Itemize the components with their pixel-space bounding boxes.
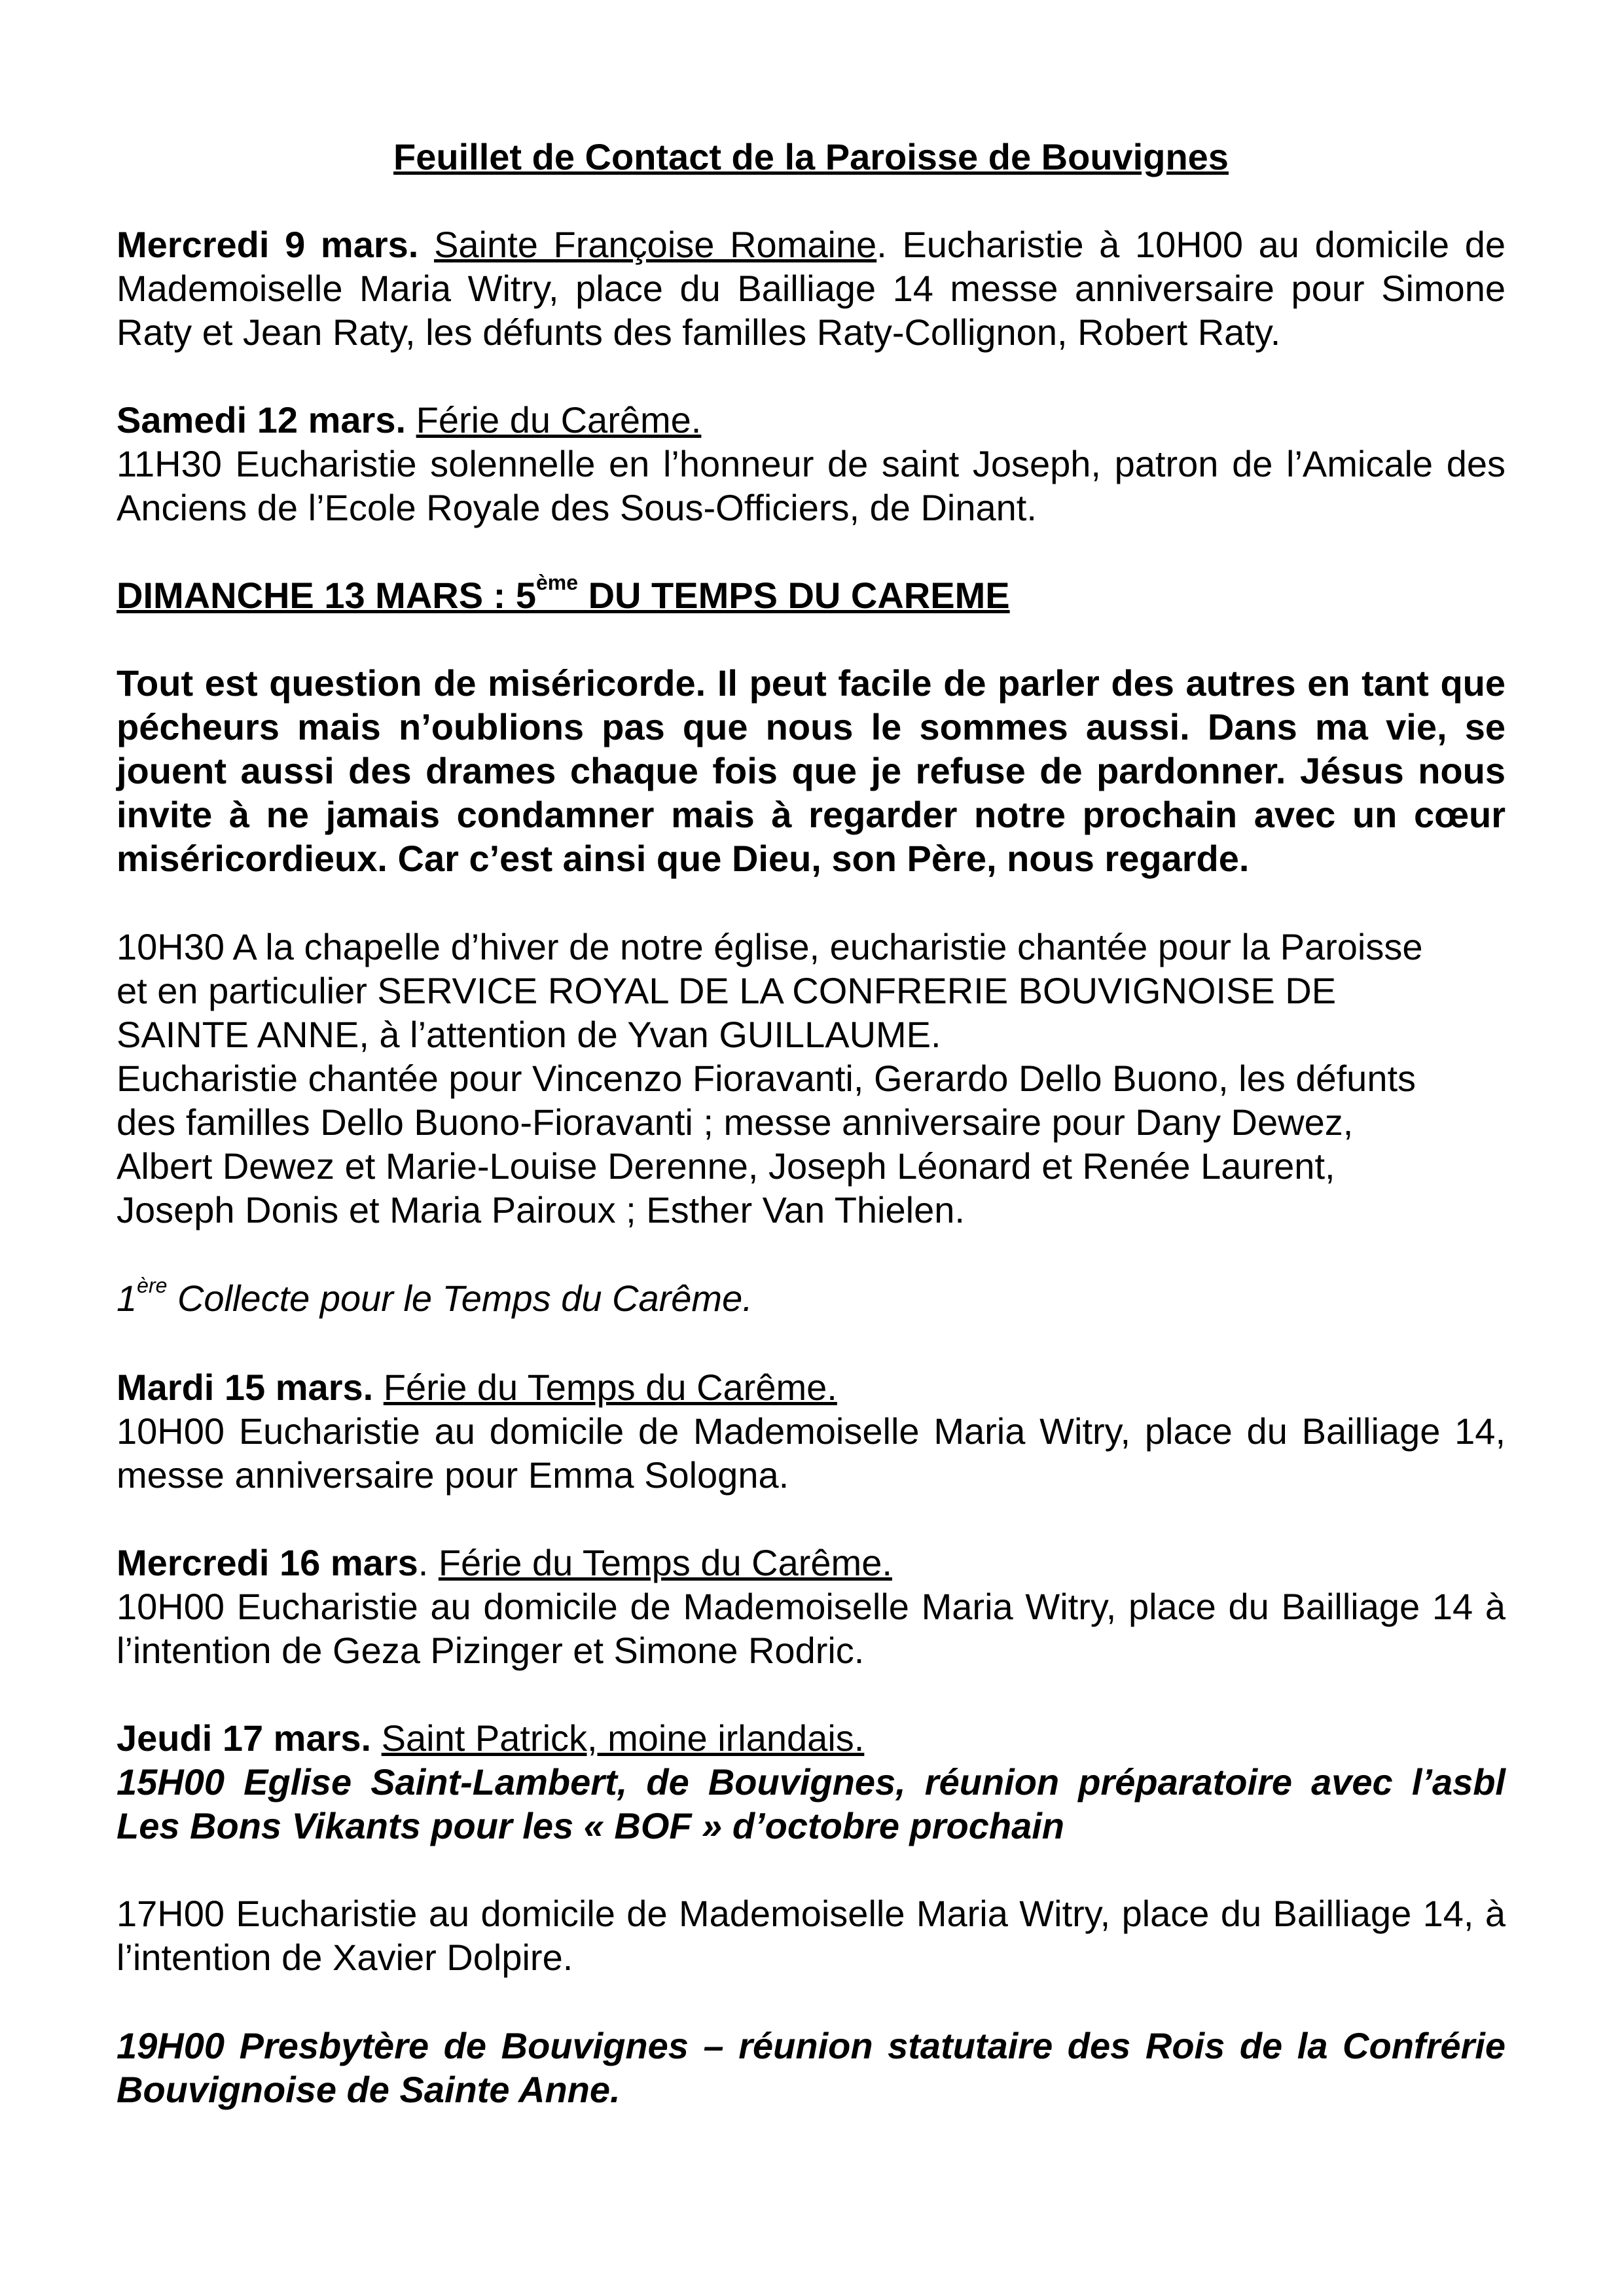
entry-day: Mardi 15 mars. (117, 1367, 374, 1408)
sunday-heading: DIMANCHE 13 MARS : 5ème DU TEMPS DU CAREME (117, 571, 1010, 616)
entry-thursday-17 (117, 1716, 1506, 1848)
mass-line: Eucharistie chantée pour Vincenzo Fioravanti, Gerardo Dello Buono, les défunts (117, 1058, 1416, 1099)
entry-tuesday-15 (117, 1365, 1506, 1497)
sunday-masses (117, 925, 1506, 1232)
entry-meeting: 15H00 Eglise Saint-Lambert, de Bouvignes, réunion préparatoire avec l’asbl Les Bons Vikants pour les « BOF » d’octobre prochain (117, 1761, 1506, 1846)
sunday-reflection: Tout est question de miséricorde. Il peut facile de parler des autres en tant que pécheurs mais n’oublions pas que nous le sommes aussi. Dans ma vie, se jouent aussi des drames chaque fois que je refuse de pardonner. Jésus nous invite à ne jamais condamner mais à regarder notre prochain avec un cœur miséricordieux. Car c’est ainsi que Dieu, son Père, nous regarde. (117, 662, 1506, 879)
entry-saint: Férie du Temps du Carême. (383, 1367, 837, 1408)
entry-day: Mercredi 9 mars. (117, 224, 419, 265)
entry-text: . Eucharistie à 10H00 au domicile de Mademoiselle Maria Witry, place du Bailliage 14 messe anniversaire pour Simone Raty et Jean Raty, les défunts des familles Raty-Collignon, Robert Raty. (117, 224, 1506, 353)
entry-text: 10H00 Eucharistie au domicile de Mademoiselle Maria Witry, place du Bailliage 14, messe anniversaire pour Emma Sologna. (117, 1410, 1506, 1496)
entry-day: Mercredi 16 mars (117, 1542, 418, 1583)
mass-line: des familles Dello Buono-Fioravanti ; messe anniversaire pour Dany Dewez, (117, 1102, 1354, 1143)
entry-day: Jeudi 17 mars. (117, 1717, 372, 1759)
page-title: Feuillet de Contact de la Paroisse de Bouvignes (393, 136, 1229, 177)
entry-thursday-meeting: 19H00 Presbytère de Bouvignes – réunion statutaire des Rois de la Confrérie Bouvignoise de Sainte Anne. (117, 2025, 1506, 2110)
mass-line: et en particulier SERVICE ROYAL DE LA CONFRERIE BOUVIGNOISE DE (117, 970, 1337, 1011)
entry-wednesday-16: Mercredi 16 mars. Férie du Temps du Carême. 10H00 Eucharistie au domicile de Mademoiselle Maria Witry, place du Bailliage 14 à l’intention de Geza Pizinger et Simone Rodric. (117, 1542, 1506, 1671)
entry-text: 11H30 Eucharistie solennelle en l’honneur de saint Joseph, patron de l’Amicale des Anciens de l’Ecole Royale des Sous-Officiers, de Dinant. (117, 443, 1506, 528)
mass-line: Joseph Donis et Maria Pairoux ; Esther Van Thielen. (117, 1189, 965, 1230)
entry-text: 10H00 Eucharistie au domicile de Mademoiselle Maria Witry, place du Bailliage 14 à l’intention de Geza Pizinger et Simone Rodric. (117, 1586, 1506, 1671)
entry-saint: Férie du Carême. (416, 399, 702, 440)
mass-line: Albert Dewez et Marie-Louise Derenne, Joseph Léonard et Renée Laurent, (117, 1145, 1335, 1187)
mass-line: 10H30 A la chapelle d’hiver de notre église, eucharistie chantée pour la Paroisse (117, 926, 1423, 967)
entry-day: Samedi 12 mars. (117, 399, 406, 440)
entry-saturday-12 (117, 398, 1506, 529)
entry-saint: Férie du Temps du Carême. (438, 1542, 892, 1583)
entry-wednesday-9 (117, 223, 1506, 354)
collect-note: 1ère Collecte pour le Temps du Carême. (117, 1274, 753, 1319)
entry-saint: Saint Patrick, moine irlandais. (381, 1717, 865, 1759)
entry-saint: Sainte Françoise Romaine (434, 224, 877, 265)
entry-thursday-mass: 17H00 Eucharistie au domicile de Mademoiselle Maria Witry, place du Bailliage 14, à l’intention de Xavier Dolpire. (117, 1893, 1506, 1978)
mass-line: SAINTE ANNE, à l’attention de Yvan GUILLAUME. (117, 1014, 941, 1055)
